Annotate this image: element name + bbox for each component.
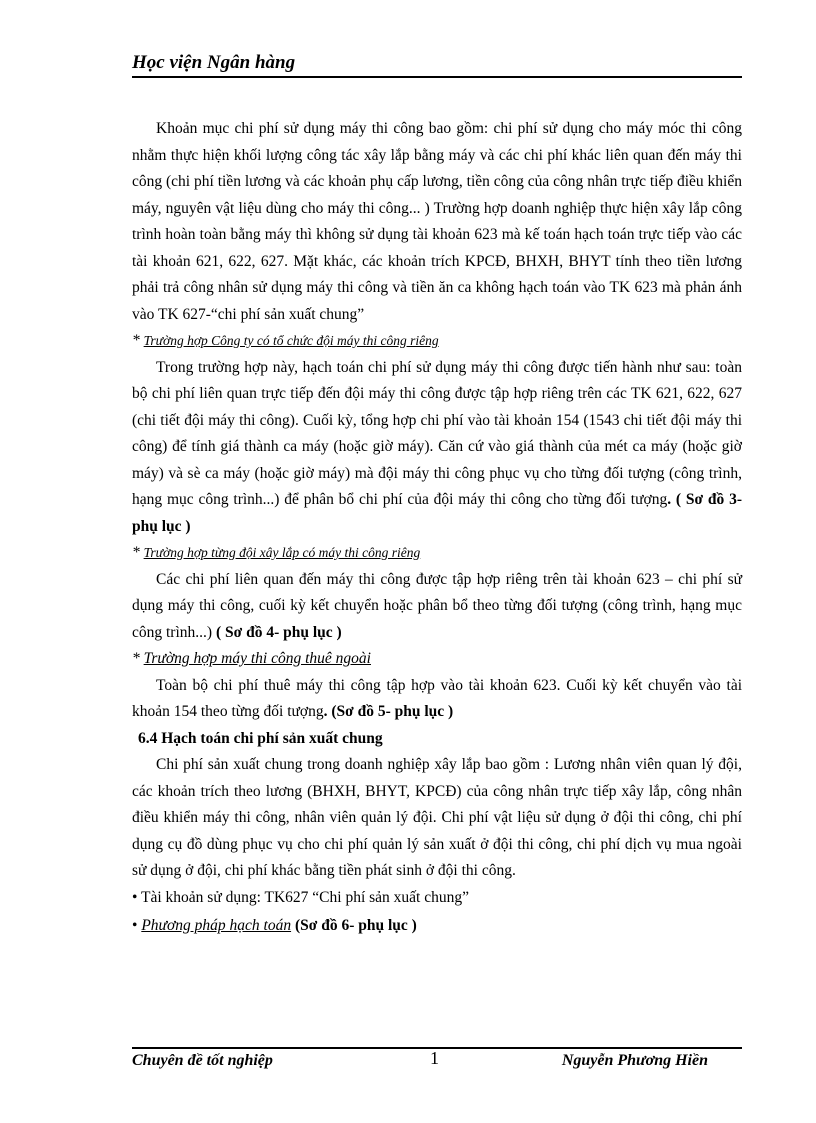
- bullet-account-used: • Tài khoản sử dụng: TK627 “Chi phí sản xuất chung”: [132, 888, 469, 906]
- footer-author: Nguyễn Phương Hiền: [561, 1052, 708, 1069]
- paragraph-machine-costs: Khoản mục chi phí sử dụng máy thi công bao gồm: chi phí sử dụng cho máy móc thi công nhằm thực hiện khối lượng công tác xây lắp bằng máy và các chi phí khác liên quan đến máy thi công (chi phí tiền lương và các khoản phụ cấp lương, tiền công của công nhân trực tiếp điều khiển máy, nguyên vật liệu dùng cho máy thi công... ) Trường hợp doanh nghiệp thực hiện xây lắp công trình hoàn toàn bằng máy thì không sử dụng tài khoản 623 mà kế toán hạch toán trực tiếp vào các tài khoản 621, 622, 627. Mặt khác, các khoản trích KPCĐ, BHXH, BHYT tính theo tiền lương phải trả công nhân sử dụng máy thi công và tiền ăn ca không hạch toán vào TK 623 mà phản ánh vào TK 627-“chi phí sản xuất chung”: [132, 120, 742, 323]
- asterisk: *: [132, 650, 144, 667]
- paragraph-case-construction-team: [132, 567, 742, 647]
- section-heading-overhead: 6.4 Hạch toán chi phí sản xuất chung: [138, 729, 383, 747]
- diagram-reference: ( Sơ đồ 4- phụ lục ): [215, 623, 342, 641]
- paragraph-case-rented-machines: [132, 673, 742, 726]
- paragraph-text: Các chi phí liên quan đến máy thi công được tập hợp riêng trên tài khoản 623 – chi phí sử dụng máy thi công, cuối kỳ kết chuyển hoặc phân bổ theo từng đối tượng (công trình, hạng mục công trình...): [132, 570, 742, 641]
- asterisk: *: [132, 332, 144, 349]
- header-title: Học viện Ngân hàng: [132, 52, 296, 73]
- page-header: [132, 50, 742, 78]
- case-title: Trường hợp từng đội xây lắp có máy thi công riêng: [143, 545, 421, 560]
- paragraph-text: Toàn bộ chi phí thuê máy thi công tập hợp vào tài khoản 623. Cuối kỳ kết chuyển vào tài khoản 154 theo từng đối tượng: [132, 676, 742, 720]
- asterisk: *: [132, 544, 144, 561]
- bullet-title: Phương pháp hạch toán: [141, 917, 292, 934]
- header-rule: [132, 76, 742, 78]
- case-title: Trường hợp Công ty có tổ chức đội máy thi công riêng: [143, 333, 439, 348]
- case-heading-rented-machines: [132, 646, 742, 673]
- paragraph-text: Trong trường hợp này, hạch toán chi phí sử dụng máy thi công được tiến hành như sau: toàn bộ chi phí liên quan trực tiếp đến đội máy thi công được tập hợp riêng trên các TK 621, 622, 627 (chi tiết đội máy thi công). Cuối kỳ, tổng hợp chi phí vào tài khoản 154 (1543 chi tiết đội máy thi công) để tính giá thành ca máy (hoặc giờ máy). Căn cứ vào giá thành của mét ca máy (hoặc giờ máy) và sè ca máy (hoặc giờ máy) mà đội máy thi công phục vụ cho từng đối tượng (công trình, hạng mục công trình...) để phân bổ chi phí của đội máy thi công cho từng đối tượng: [132, 358, 742, 508]
- case-heading-construction-team: [132, 540, 742, 567]
- case-title: Trường hợp máy thi công thuê ngoài: [143, 650, 371, 667]
- diagram-reference: . ( Sơ đồ 3- phụ lục ): [132, 491, 742, 535]
- page-number: 1: [430, 1048, 439, 1068]
- bullet-accounting-method: [132, 913, 742, 940]
- paragraph-overhead-costs: Chi phí sản xuất chung trong doanh nghiệp xây lắp bao gồm : Lương nhân viên quan lý đội, các khoản trích theo lương (BHXH, BHYT, KPCĐ) của công nhân trực tiếp xây lắp, công nhân điều khiển máy thi công, nhân viên quản lý đội. Chi phí vật liệu sử dụng ở đội thi công, chi phí dụng cụ đồ dùng phục vụ cho chi phí quản lý sản xuất ở đội thi công, chi phí dịch vụ mua ngoài sử dụng ở đội, chi phí khác bằng tiền phát sinh ở đội thi công.: [132, 756, 742, 879]
- case-heading-company-team: [132, 328, 742, 355]
- diagram-reference: (Sơ đồ 6- phụ lục ): [291, 917, 417, 934]
- diagram-reference: . (Sơ đồ 5- phụ lục ): [323, 703, 454, 720]
- footer-thesis-label: Chuyên đề tốt nghiệp: [132, 1052, 273, 1069]
- paragraph-case-company-team: [132, 355, 742, 541]
- document-body: [132, 116, 742, 940]
- page-footer: [132, 1050, 742, 1078]
- bullet-mark: •: [132, 917, 142, 934]
